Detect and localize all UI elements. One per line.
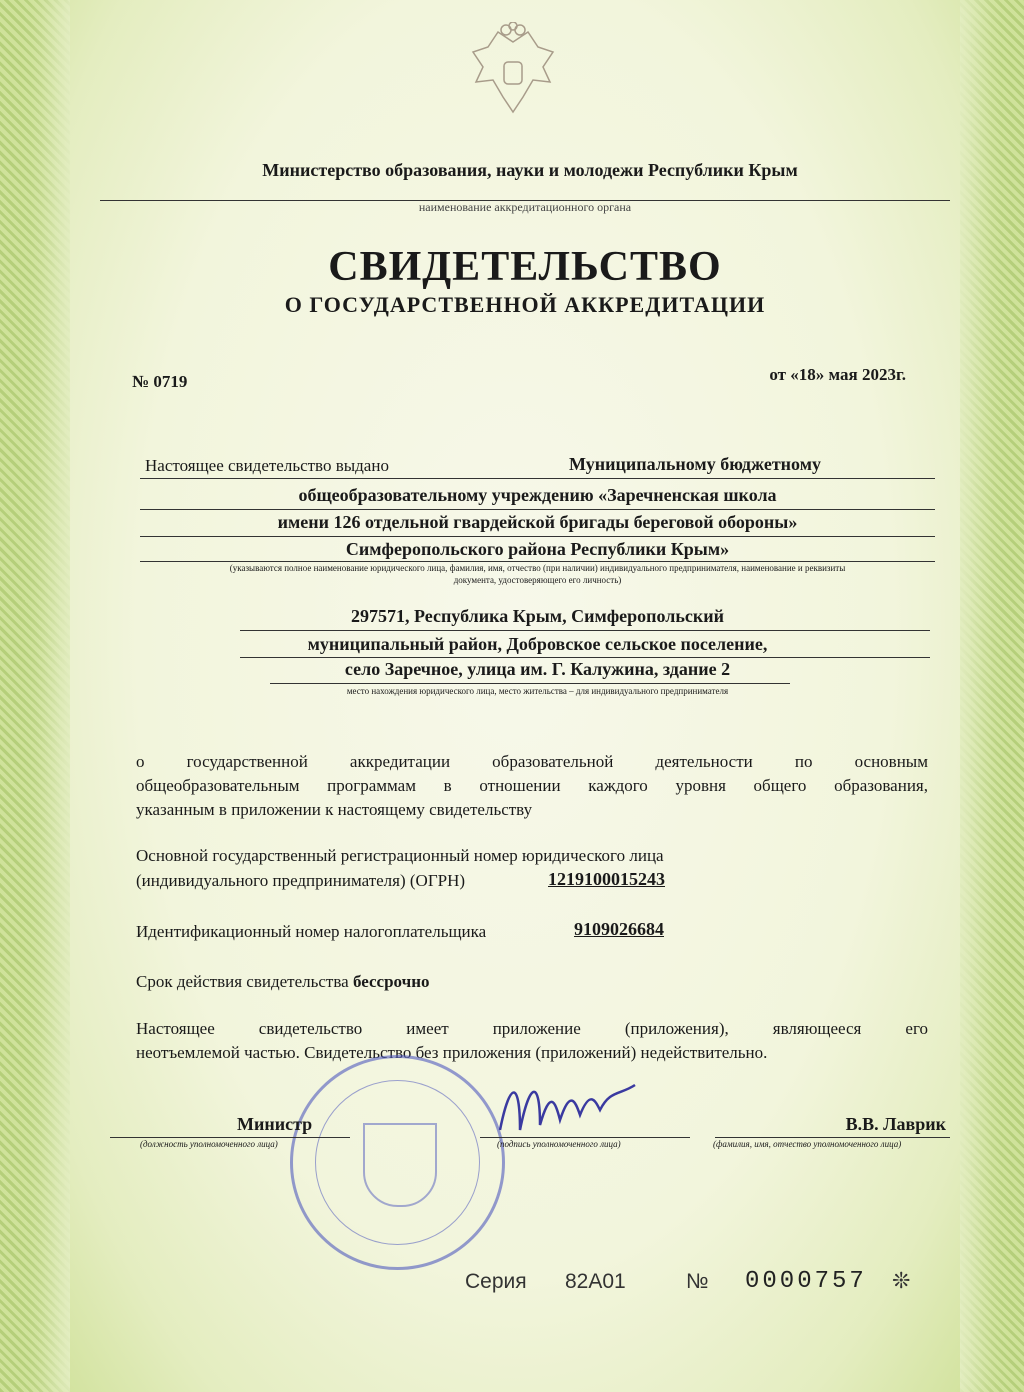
address-line-2: муниципальный район, Добровское сельское поселение, (307, 634, 768, 654)
serial-label: № (686, 1270, 709, 1293)
series-label: Серия (465, 1270, 527, 1293)
annex-text-1: Настоящее свидетельство имеет приложение (приложения), являющееся его (136, 1019, 928, 1038)
serial-value: 0000757 (745, 1268, 867, 1295)
address-line-3: село Заречное, улица им. Г. Калужина, здание 2 (344, 659, 731, 679)
certificate-number: № 0719 (132, 372, 188, 391)
signatory-position: Министр (237, 1114, 313, 1134)
document-title: СВИДЕТЕЛЬСТВО (328, 244, 722, 290)
issued-to-line-1: Муниципальному бюджетному (569, 454, 821, 474)
annex-text-2: неотъемлемой частью. Свидетельство без приложения (приложений) недействительно. (136, 1043, 768, 1062)
address-line-1: 297571, Республика Крым, Симферопольский (350, 606, 725, 626)
issued-caption-2: документа, удостоверяющего его личность) (453, 575, 622, 585)
coat-of-arms-emblem (468, 22, 558, 122)
issued-label: Настоящее свидетельство выдано (145, 456, 389, 475)
inn-value: 9109026684 (574, 919, 664, 939)
ogrn-label-1: Основной государственный регистрационный номер юридического лица (136, 846, 664, 865)
issued-to-line-2: общеобразовательному учреждению «Заречненская школа (298, 485, 777, 505)
official-seal (290, 1055, 505, 1270)
authority-caption: наименование аккредитационного органа (418, 200, 632, 214)
position-caption: (должность уполномоченного лица) (140, 1139, 278, 1149)
authority-name: Министерство образования, науки и молодежи Республики Крым (262, 160, 798, 180)
term-label: Срок действия свидетельства (136, 972, 349, 991)
name-caption: (фамилия, имя, отчество уполномоченного лица) (713, 1139, 902, 1149)
accreditation-text-2: общеобразовательным программам в отношении каждого уровня общего образования, (136, 776, 928, 795)
accreditation-text-3: указанным в приложении к настоящему свидетельству (136, 800, 533, 819)
signatory-name: В.В. Лаврик (845, 1114, 946, 1134)
issued-to-line-4: Симферопольского района Республики Крым» (345, 539, 730, 559)
term-row (136, 972, 430, 992)
certificate-date: от «18» мая 2023г. (769, 365, 906, 384)
ogrn-value: 1219100015243 (548, 869, 665, 889)
document-subtitle: О ГОСУДАРСТВЕННОЙ АККРЕДИТАЦИИ (284, 292, 766, 317)
signature-caption: (подпись уполномоченного лица) (497, 1139, 621, 1149)
accreditation-text-1: о государственной аккредитации образовательной деятельности по основным (136, 752, 928, 771)
inn-label: Идентификационный номер налогоплательщика (136, 922, 487, 941)
issued-to-line-3: имени 126 отдельной гвардейской бригады береговой обороны» (277, 512, 798, 532)
signature-scribble (490, 1070, 640, 1145)
ogrn-label-2: (индивидуального предпринимателя) (ОГРН) (136, 871, 466, 890)
term-value: бессрочно (352, 972, 430, 991)
series-value: 82А01 (565, 1270, 626, 1293)
issued-caption-1: (указываются полное наименование юридического лица, фамилия, имя, отчество (при наличии) индивидуального предпринимателя, наименование и реквизиты (229, 563, 846, 573)
snowflake-mark-icon: ❊ (892, 1268, 911, 1293)
address-caption: место нахождения юридического лица, место жительства – для индивидуального предпринимателя (346, 686, 729, 696)
